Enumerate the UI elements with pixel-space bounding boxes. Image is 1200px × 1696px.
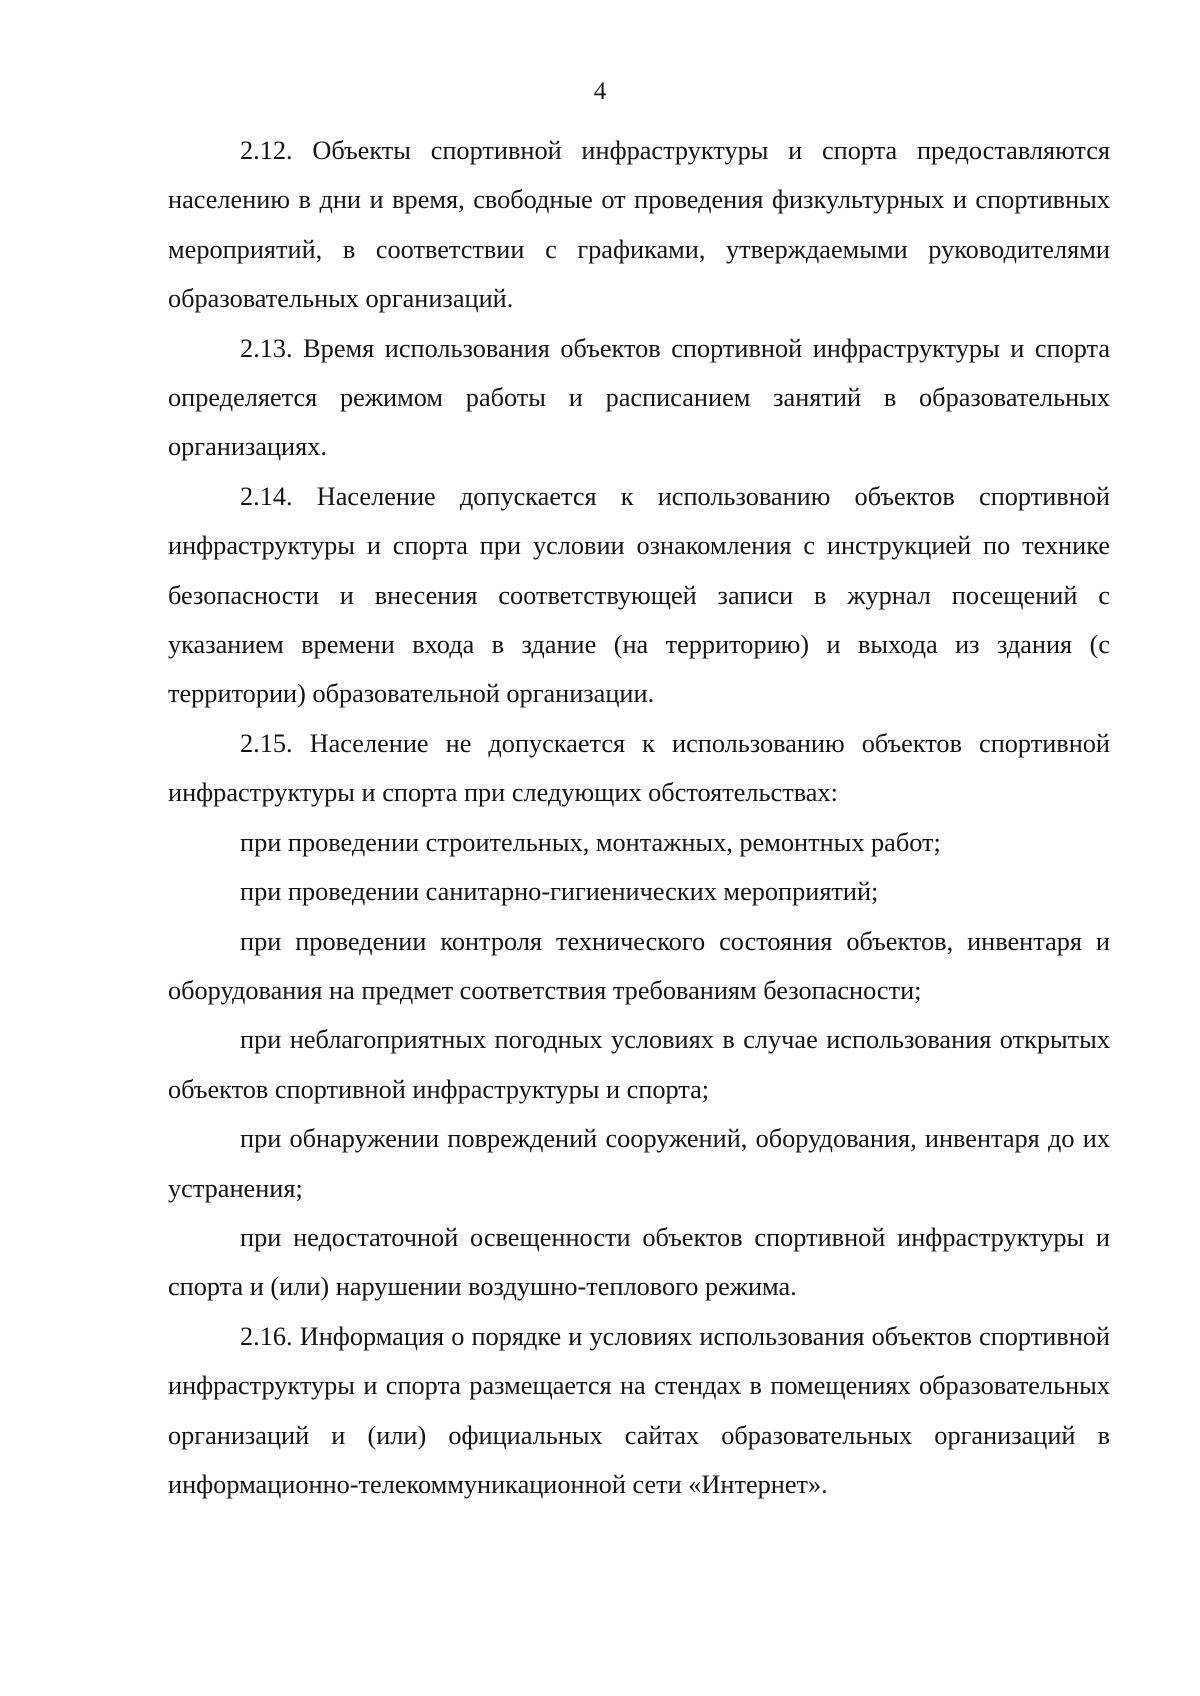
document-body: [168, 126, 1110, 1509]
list-item-construction-works: при проведении строительных, монтажных, ремонтных работ;: [240, 827, 941, 857]
paragraph-2-13: 2.13. Время использования объектов спортивной инфраструктуры и спорта определяется режимом работы и расписанием занятий в образовательных организациях.: [168, 333, 1110, 462]
list-item-bad-weather: при неблагоприятных погодных условиях в случае использования открытых объектов спортивной инфраструктуры и спорта;: [168, 1025, 1110, 1104]
list-item-damage-found: при обнаружении повреждений сооружений, оборудования, инвентаря до их устранения;: [168, 1124, 1110, 1203]
list-item-technical-inspection: при проведении контроля технического состояния объектов, инвентаря и оборудования на предмет соответствия требованиям безопасности;: [168, 926, 1110, 1005]
paragraph-2-16: 2.16. Информация о порядке и условиях использования объектов спортивной инфраструктуры и спорта размещается на стендах в помещениях образовательных организаций и (или) официальных сайтах образовательных организаций в информационно-телекоммуникационной сети «Интернет».: [168, 1321, 1110, 1499]
paragraph-2-14: 2.14. Население допускается к использованию объектов спортивной инфраструктуры и спорта при условии ознакомления с инструкцией по технике безопасности и внесения соответствующей записи в журнал посещений с указанием времени входа в здание (на территорию) и выхода из здания (с территории) образовательной организации.: [168, 481, 1110, 709]
paragraph-2-12: 2.12. Объекты спортивной инфраструктуры и спорта предоставляются населению в дни и время, свободные от проведения физкультурных и спортивных мероприятий, в соответствии с графиками, утверждаемыми руководителями образовательных организаций.: [168, 136, 1110, 314]
paragraph-2-15: 2.15. Население не допускается к использованию объектов спортивной инфраструктуры и спорта при следующих обстоятельствах:: [168, 728, 1110, 808]
list-item-sanitary-measures: при проведении санитарно-гигиенических мероприятий;: [240, 877, 879, 907]
page-number: 4: [593, 78, 607, 105]
list-item-insufficient-lighting: при недостаточной освещенности объектов спортивной инфраструктуры и спорта и (или) нарушении воздушно-теплового режима.: [168, 1222, 1110, 1302]
